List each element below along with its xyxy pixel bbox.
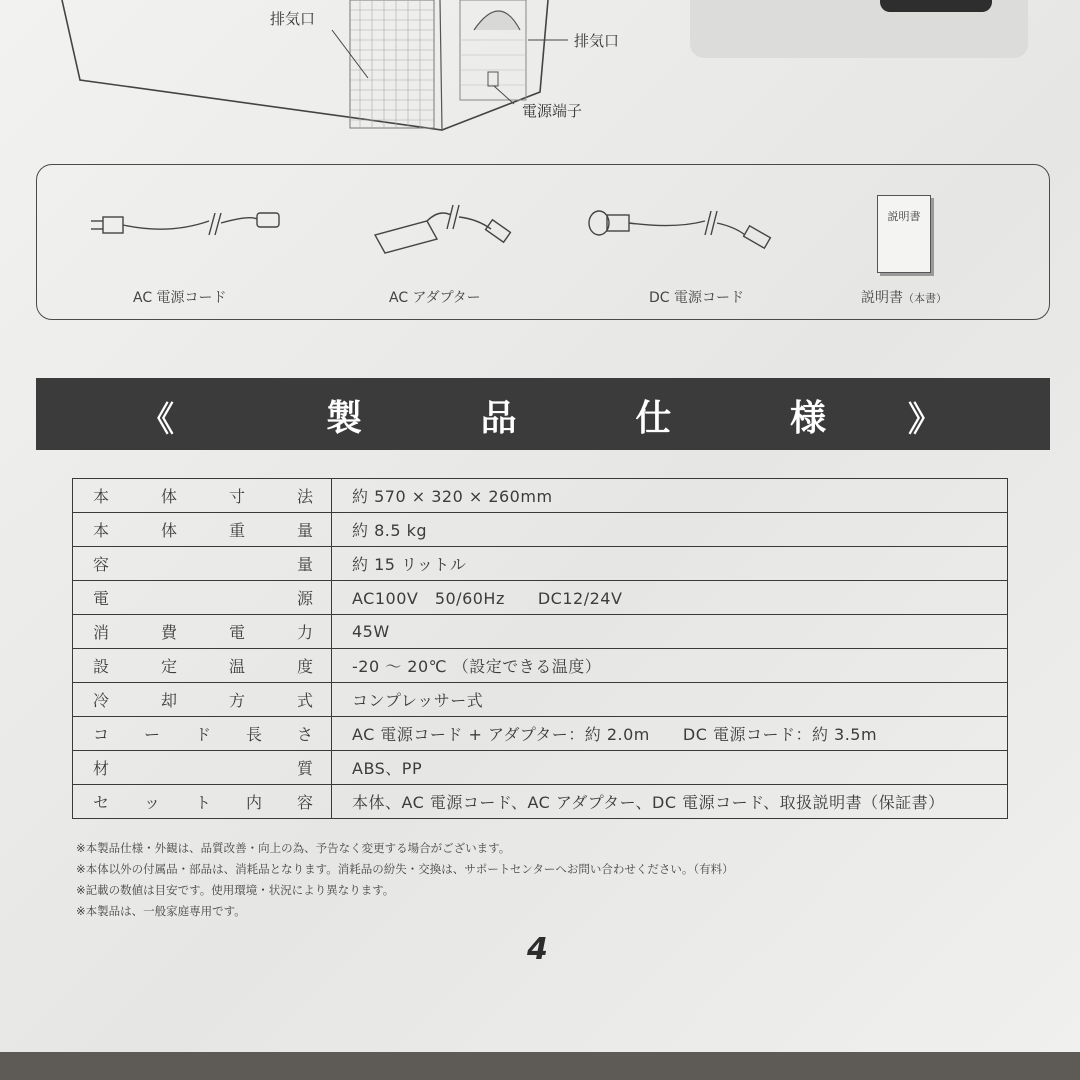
spec-value: 45W	[332, 615, 1008, 649]
fridge-illustration	[0, 0, 680, 160]
spec-value: 本体、AC 電源コード、AC アダプター、DC 電源コード、取扱説明書（保証書）	[332, 785, 1008, 819]
notes	[76, 838, 734, 922]
manual-book-text: 説明書	[887, 210, 921, 223]
spec-row	[73, 683, 1008, 717]
dc-power-cord-label: DC 電源コード	[649, 290, 745, 306]
spec-banner	[36, 378, 1050, 450]
spec-value: 約 570 × 320 × 260mm	[332, 479, 1008, 513]
spec-row	[73, 581, 1008, 615]
note-line: ※本製品仕様・外観は、品質改善・向上の為、予告なく変更する場合がございます。	[76, 841, 511, 855]
vent-grille-left	[350, 0, 434, 128]
spec-label: セ ッ ト 内 容	[73, 785, 332, 819]
spec-row	[73, 479, 1008, 513]
note-line: ※本製品は、一般家庭専用です。	[76, 904, 246, 918]
dc-power-cord-icon	[585, 191, 785, 261]
ac-power-cord-label: AC 電源コード	[133, 290, 227, 306]
vent-left-label: 排気口	[270, 10, 316, 28]
spec-value: コンプレッサー式	[332, 683, 1008, 717]
spec-label: 材 質	[73, 751, 332, 785]
spec-row	[73, 649, 1008, 683]
spec-row	[73, 513, 1008, 547]
handle-shape	[474, 11, 520, 30]
spec-row	[73, 785, 1008, 819]
spec-label: コ ー ド 長 さ	[73, 717, 332, 751]
spec-value: -20 〜 20℃ （設定できる温度）	[332, 649, 1008, 683]
spec-value: AC100V 50/60Hz DC12/24V	[332, 581, 1008, 615]
spec-label: 消 費 電 力	[73, 615, 332, 649]
spec-row	[73, 615, 1008, 649]
spec-label: 容 量	[73, 547, 332, 581]
spec-value: 約 15 リットル	[332, 547, 1008, 581]
manual-icon	[877, 195, 931, 273]
page-number: 4	[527, 932, 548, 967]
table-surface	[0, 1052, 1080, 1080]
spec-row	[73, 547, 1008, 581]
power-terminal-label: 電源端子	[522, 102, 583, 120]
display-shape	[880, 0, 992, 12]
power-terminal-shape	[488, 72, 498, 86]
ac-adapter-label: AC アダプター	[389, 290, 481, 306]
spec-table	[72, 478, 1008, 819]
banner-right-mark: 》	[908, 400, 942, 440]
spec-label: 冷 却 方 式	[73, 683, 332, 717]
control-panel-illustration	[690, 0, 1028, 58]
banner-left-mark: 《	[140, 400, 174, 440]
spec-label: 本 体 寸 法	[73, 479, 332, 513]
ac-power-cord-icon	[89, 191, 289, 251]
note-line: ※記載の数値は目安です。使用環境・状況により異なります。	[76, 883, 395, 897]
spec-label: 本 体 重 量	[73, 513, 332, 547]
spec-label: 設 定 温 度	[73, 649, 332, 683]
note-line: ※本体以外の付属品・部品は、消耗品となります。消耗品の紛失・交換は、サポートセンターへお問い合わせください。（有料）	[76, 862, 734, 876]
spec-row	[73, 717, 1008, 751]
accessories-box	[36, 164, 1050, 320]
vent-right-label: 排気口	[574, 32, 620, 50]
spec-row	[73, 751, 1008, 785]
spec-value: AC 電源コード + アダプター：約 2.0m DC 電源コード：約 3.5m	[332, 717, 1008, 751]
ac-adapter-icon	[367, 191, 527, 261]
manual-label: 説明書（本書）	[861, 290, 947, 306]
spec-value: ABS、PP	[332, 751, 1008, 785]
spec-value: 約 8.5 kg	[332, 513, 1008, 547]
spec-title: 製 品 仕 様	[326, 398, 826, 439]
spec-label: 電 源	[73, 581, 332, 615]
